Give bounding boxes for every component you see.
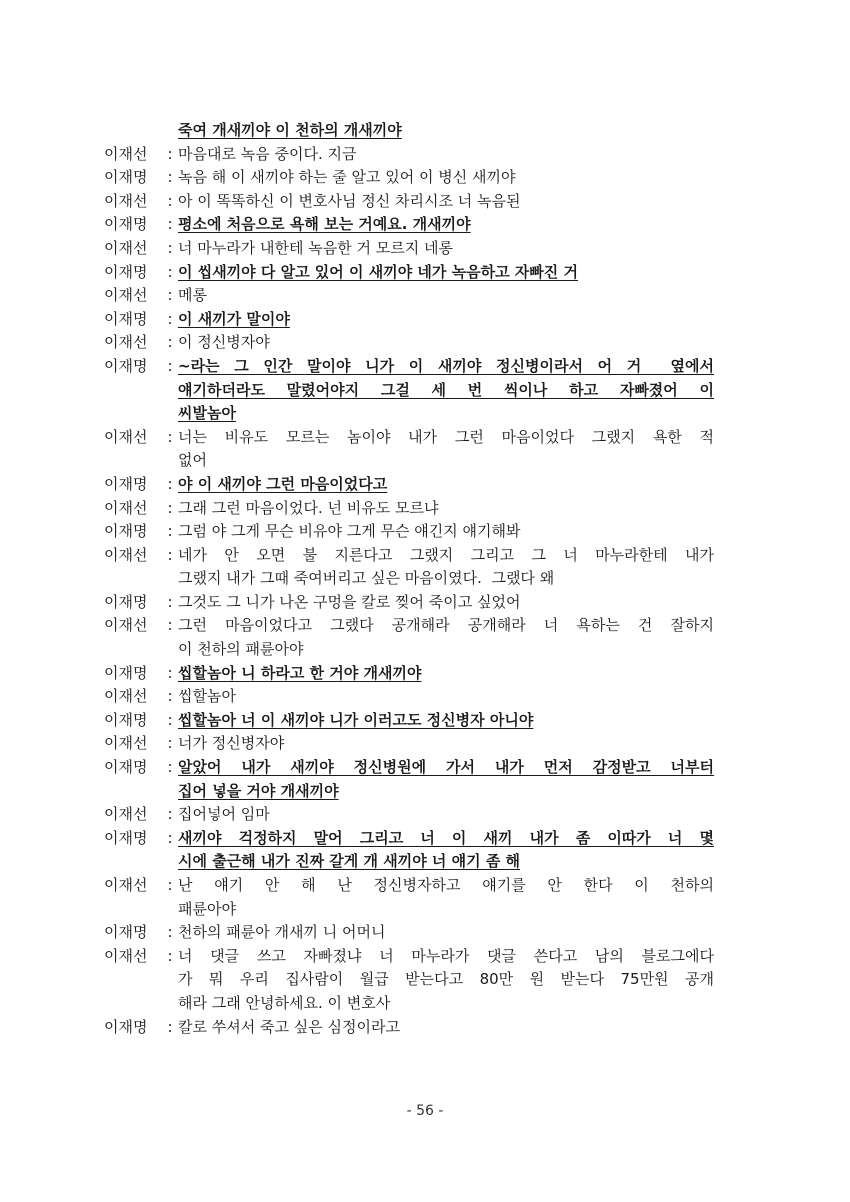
emphasized-utterance: 얘기하더라도 말렸어야지 그걸 세 번 씩이나 하고 자빠졌어 이 [178, 380, 714, 399]
speaker-colon: : [167, 168, 173, 187]
speaker-name: 이재선 [104, 498, 148, 517]
transcript-line [104, 426, 714, 450]
speaker-name: 이재선 [104, 946, 148, 965]
emphasized-utterance: ~라는 그 인간 말이야 니가 이 새끼야 정신병이라서 어 거 옆에서 [178, 356, 714, 375]
transcript-line [104, 756, 714, 780]
utterance-text: 그럼 야 그게 무슨 비유야 그게 무슨 얘긴지 얘기해봐 [178, 522, 521, 541]
speaker-name: 이재선 [104, 286, 148, 305]
transcript-line [104, 166, 714, 190]
transcript-line [104, 1016, 714, 1040]
speaker-name: 이재선 [104, 876, 148, 894]
speaker-colon: : [167, 592, 173, 611]
transcript-line [104, 732, 714, 756]
transcript-line [104, 190, 714, 214]
transcript-line [104, 662, 714, 686]
speaker-colon: : [167, 1017, 173, 1036]
speaker-colon: : [167, 309, 173, 328]
transcript-continuation-line [104, 402, 714, 426]
speaker-colon: : [167, 215, 173, 234]
page-number: - 56 - [406, 1103, 444, 1119]
transcript-line [104, 355, 714, 379]
speaker-colon: : [167, 758, 173, 777]
utterance-text: 너가 정신병자야 [178, 734, 285, 753]
transcript-line [104, 685, 714, 709]
speaker-name: 이재명 [104, 262, 148, 281]
speaker-colon: : [167, 545, 173, 564]
transcript-line [104, 921, 714, 945]
utterance-text: 이 천하의 패륜아야 [178, 640, 304, 659]
transcript-body [104, 119, 714, 1039]
transcript-continuation-line [104, 898, 714, 922]
transcript-continuation-line [104, 968, 714, 992]
speaker-colon: : [167, 144, 173, 163]
speaker-name: 이재명 [104, 663, 148, 682]
speaker-colon: : [167, 474, 173, 493]
transcript-line [104, 945, 714, 969]
speaker-name: 이재명 [104, 592, 148, 611]
transcript-continuation-line [104, 850, 714, 874]
speaker-name: 이재선 [104, 805, 148, 824]
speaker-name: 이재선 [104, 333, 148, 352]
emphasized-utterance: 야 이 새끼야 그런 마음이었다고 [178, 474, 388, 493]
speaker-colon: : [167, 286, 173, 305]
transcript-line [104, 143, 714, 167]
utterance-text: 아 이 똑똑하신 이 변호사님 정신 차리시조 너 녹음된 [178, 191, 521, 210]
speaker-name: 이재명 [104, 828, 148, 847]
speaker-name: 이재선 [104, 734, 148, 753]
speaker-name: 이재선 [104, 238, 148, 257]
speaker-colon: : [167, 734, 173, 753]
utterance-text: 없어 [178, 451, 207, 470]
speaker-name: 이재명 [104, 168, 148, 187]
speaker-colon: : [167, 946, 173, 965]
speaker-colon: : [167, 356, 173, 375]
transcript-line [104, 331, 714, 355]
transcript-line [104, 213, 714, 237]
emphasized-utterance: 시에 출근해 내가 진짜 갈게 개 새끼야 너 얘기 좀 해 [178, 852, 521, 871]
emphasized-utterance: 평소에 처음으로 욕해 보는 거예요. 개새끼야 [178, 215, 471, 234]
transcript-line [104, 237, 714, 261]
transcript-line [104, 261, 714, 285]
emphasized-utterance: 씹할놈아 너 이 새끼야 니가 이러고도 정신병자 아니야 [178, 710, 534, 729]
speaker-colon: : [167, 238, 173, 257]
utterance-text: 마음대로 녹음 중이다. 지금 [178, 144, 357, 163]
speaker-colon: : [167, 333, 173, 352]
speaker-colon: : [167, 710, 173, 729]
utterance-text: 너 댓글 쓰고 자빠졌냐 너 마누라가 댓글 쓴다고 남의 블로그에다 [178, 946, 714, 965]
transcript-line [104, 709, 714, 733]
utterance-text: 패륜아야 [178, 899, 236, 918]
speaker-name: 이재선 [104, 427, 148, 446]
transcript-line [104, 803, 714, 827]
speaker-colon: : [167, 262, 173, 281]
transcript-continuation-line [104, 567, 714, 591]
transcript-line [104, 473, 714, 497]
utterance-text: 메롱 [178, 286, 207, 305]
transcript-line [104, 614, 714, 638]
speaker-name: 이재명 [104, 710, 148, 729]
utterance-text: 씹할놈아 [178, 687, 236, 706]
utterance-text: 그것도 그 니가 나온 구멍을 칼로 찢어 죽이고 싶었어 [178, 592, 521, 611]
utterance-text: 녹음 해 이 새끼야 하는 줄 알고 있어 이 병신 새끼야 [178, 168, 516, 187]
transcript-line [104, 544, 714, 568]
emphasized-utterance: 새끼야 걱정하지 말어 그리고 너 이 새끼 내가 좀 이따가 너 몇 [178, 828, 714, 847]
transcript-continuation-line [104, 780, 714, 804]
emphasized-utterance: 이 씹새끼야 다 알고 있어 이 새끼야 네가 녹음하고 자빠진 거 [178, 262, 578, 281]
emphasized-utterance: 씨발놈아 [178, 404, 236, 423]
speaker-colon: : [167, 828, 173, 847]
speaker-name: 이재명 [104, 758, 148, 777]
emphasized-utterance: 죽여 개새끼야 이 천하의 개새끼야 [178, 121, 402, 139]
utterance-text: 그랬지 내가 그때 죽여버리고 싶은 마음이였다. 그랬다 왜 [178, 569, 555, 588]
utterance-text: 너 마누라가 내한테 녹음한 거 모르지 네롱 [178, 238, 453, 257]
speaker-colon: : [167, 522, 173, 541]
utterance-text: 가 뭐 우리 집사람이 월급 받는다고 80만 원 받는다 75만원 공개 [178, 970, 714, 989]
speaker-name: 이재명 [104, 522, 148, 541]
emphasized-utterance: 알았어 내가 새끼야 정신병원에 가서 내가 먼저 감정받고 너부터 [178, 758, 714, 777]
transcript-line [104, 308, 714, 332]
utterance-text: 해라 그래 안녕하세요. 이 변호사 [178, 993, 391, 1012]
speaker-name: 이재선 [104, 144, 148, 163]
emphasized-utterance: 씹할놈아 니 하라고 한 거야 개새끼야 [178, 663, 422, 682]
transcript-continuation-line [104, 992, 714, 1016]
transcript-continuation-line [104, 119, 714, 143]
speaker-colon: : [167, 687, 173, 706]
speaker-colon: : [167, 616, 173, 635]
speaker-colon: : [167, 498, 173, 517]
transcript-line [104, 497, 714, 521]
transcript-line [104, 284, 714, 308]
transcript-continuation-line [104, 638, 714, 662]
transcript-continuation-line [104, 449, 714, 473]
speaker-colon: : [167, 805, 173, 824]
utterance-text: 이 정신병자야 [178, 333, 270, 352]
speaker-name: 이재선 [104, 616, 148, 635]
speaker-name: 이재명 [104, 474, 148, 493]
emphasized-utterance: 집어 넣을 거야 개새끼야 [178, 781, 339, 800]
utterance-text: 너는 비유도 모르는 놈이야 내가 그런 마음이었다 그랬지 욕한 적 [178, 427, 714, 446]
speaker-name: 이재명 [104, 309, 148, 328]
speaker-colon: : [167, 876, 173, 894]
transcript-line [104, 591, 714, 615]
speaker-name: 이재명 [104, 923, 148, 942]
speaker-colon: : [167, 663, 173, 682]
speaker-name: 이재명 [104, 1017, 148, 1036]
speaker-name: 이재명 [104, 215, 148, 234]
speaker-name: 이재선 [104, 545, 148, 564]
utterance-text: 천하의 패륜아 개새끼 니 어머니 [178, 923, 386, 942]
speaker-colon: : [167, 427, 173, 446]
speaker-name: 이재명 [104, 356, 148, 375]
transcript-continuation-line [104, 379, 714, 403]
utterance-text: 네가 안 오면 불 지른다고 그랬지 그리고 그 너 마누라한테 내가 [178, 545, 714, 564]
emphasized-utterance: 이 새끼가 말이야 [178, 309, 290, 328]
utterance-text: 칼로 쑤셔서 죽고 싶은 심정이라고 [178, 1017, 400, 1036]
transcript-line [104, 520, 714, 544]
speaker-name: 이재선 [104, 687, 148, 706]
speaker-colon: : [167, 923, 173, 942]
utterance-text: 그런 마음이었다고 그랬다 공개해라 공개해라 너 욕하는 건 잘하지 [178, 616, 714, 635]
utterance-text: 집어넣어 임마 [178, 805, 270, 824]
utterance-text: 그래 그런 마음이었다. 넌 비유도 모르냐 [178, 498, 439, 517]
transcript-line [104, 874, 714, 898]
transcript-line [104, 827, 714, 851]
speaker-colon: : [167, 191, 173, 210]
speaker-name: 이재선 [104, 191, 148, 210]
utterance-text: 난 얘기 안 해 난 정신병자하고 얘기를 안 한다 이 천하의 [178, 876, 714, 894]
